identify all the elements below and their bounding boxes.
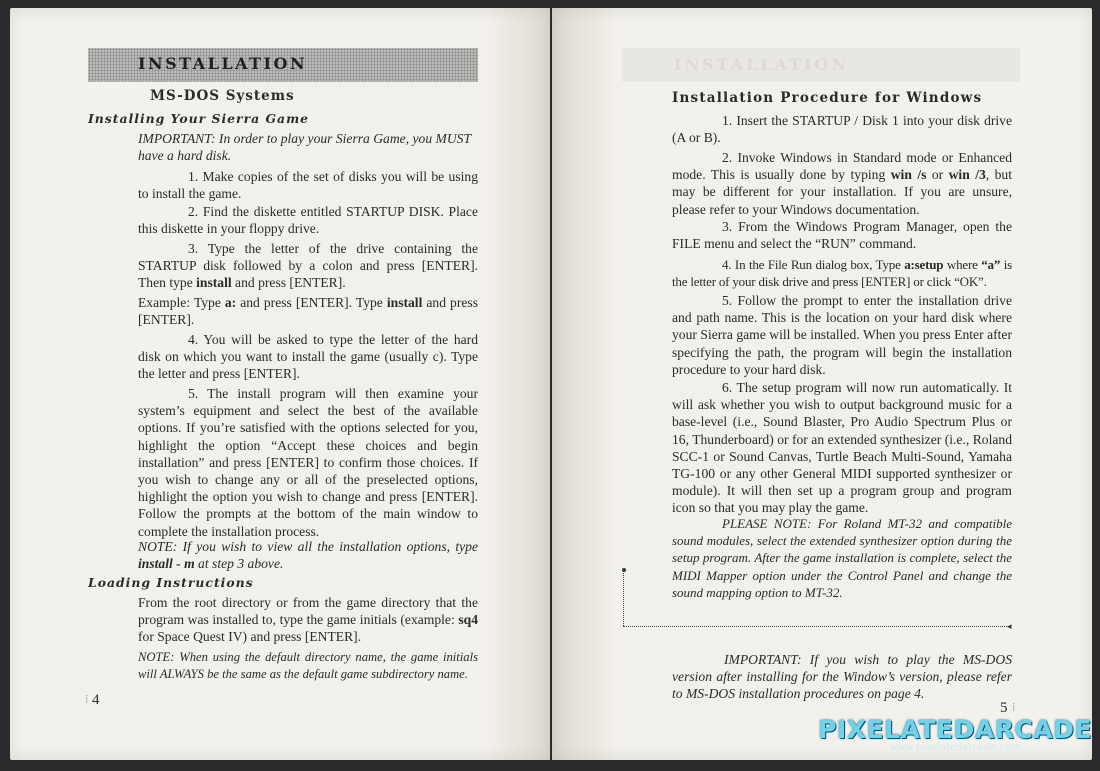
win-step-4: 4. In the File Run dialog box, Type a:setup where “a” is the letter of your disk drive and press [ENTER] or click “OK”. [672,257,1013,290]
win-step-3: 3. From the Windows Program Manager, open the FILE menu and select the “RUN” command. [672,219,1012,252]
page-tick-left: ⁞ [85,692,89,706]
page-tick-right: ⁞ [1012,700,1016,714]
loading-note: NOTE: When using the default directory name, the game initials will ALWAYS be the same as the default game subdirectory name. [138,650,478,681]
left-page [10,8,550,760]
section-title-msdos: MS-DOS Systems [150,88,295,104]
banner-title: INSTALLATION [138,54,308,73]
win-step-6: 6. The setup program will now run automatically. It will ask whether you wish to output background music for a base-level (i.e., Sound Blaster, Pro Audio Spectrum Plus or 16, Thunderboard) or for an extended synthesizer (i.e., Roland SCC-1 or Sound Canvas, Turtle Beach Multi-Sound, Yamaha TG-100 or any other General MIDI supported synthesizer or module). It will then set up a program group and program icon so that you may play the game. [672,380,1012,516]
bracket-horizontal [623,626,1009,627]
step-1: 1. Make copies of the set of disks you will be using to install the game. [138,169,478,202]
note-install-options: NOTE: If you wish to view all the installation options, type install - m at step 3 above. [138,539,478,572]
important-windows: IMPORTANT: If you wish to play the MS-DOS version after installing for the Window’s version, please refer to MS-DOS installation procedures on page 4. [672,652,1012,702]
win-step-5: 5. Follow the prompt to enter the installation drive and path name. This is the location on your hard disk where your Sierra game will be installed. When you press Enter after specifying the path, the program will begin the installation procedure to your hard disk. [672,293,1012,377]
step-4: 4. You will be asked to type the letter of the hard disk on which you want to install the game (usually c). Type the letter and press [ENTER]. [138,332,478,382]
important-note: IMPORTANT: In order to play your Sierra Game, you MUST have a hard disk. [138,131,472,164]
page-number-left: 4 [92,692,100,708]
win-step-1: 1. Insert the STARTUP / Disk 1 into your disk drive (A or B). [672,113,1012,146]
bracket-arrow-icon: ◂ [1007,621,1012,631]
watermark-url: www.pixelatedarcade.com [889,742,1021,753]
bracket-vertical [623,570,624,626]
ghost-banner: INSTALLATION [622,48,1020,82]
heading-loading: Loading Instructions [88,575,254,590]
step-5: 5. The install program will then examine your system’s equipment and select the best of the available options. If you’re satisfied with the options selected for you, highlight the option “Accept these choices and begin installation” and press [ENTER] to confirm those choices. If you wish to change any or all of the preselected options, highlight the option you wish to change and press [ENTER]. Follow the prompts at the bottom of the main window to complete the installation process. [138,386,478,539]
example-line: Example: Type a: and press [ENTER]. Type install and press [ENTER]. [138,295,478,328]
installation-banner [88,48,478,82]
please-note: PLEASE NOTE: For Roland MT-32 and compatible sound modules, select the extended synthesizer option during the setup program. After the game installation is complete, select the MIDI Mapper option under the Control Panel and change the sound mapping option to MT-32. [672,516,1012,600]
heading-installing: Installing Your Sierra Game [88,111,310,126]
step-3: 3. Type the letter of the drive containing the STARTUP disk followed by a colon and press [ENTER]. Then type install and press [ENTER]. [138,241,478,291]
loading-instructions: From the root directory or from the game directory that the program was installed to, type the game initials (example: sq4 for Space Quest IV) and press [ENTER]. [138,595,478,645]
win-step-2: 2. Invoke Windows in Standard mode or Enhanced mode. This is usually done by typing win /s or win /3, but may be different for your installation. If you are unsure, please refer to your Windows documentation. [672,150,1012,217]
section-title-windows: Installation Procedure for Windows [672,90,983,106]
page-number-right: 5 [1000,700,1008,716]
watermark [818,715,1092,753]
right-page [552,8,1092,760]
watermark-title: PIXELATEDARCADE [818,715,1092,744]
step-2: 2. Find the diskette entitled STARTUP DISK. Place this diskette in your floppy drive. [138,204,478,237]
